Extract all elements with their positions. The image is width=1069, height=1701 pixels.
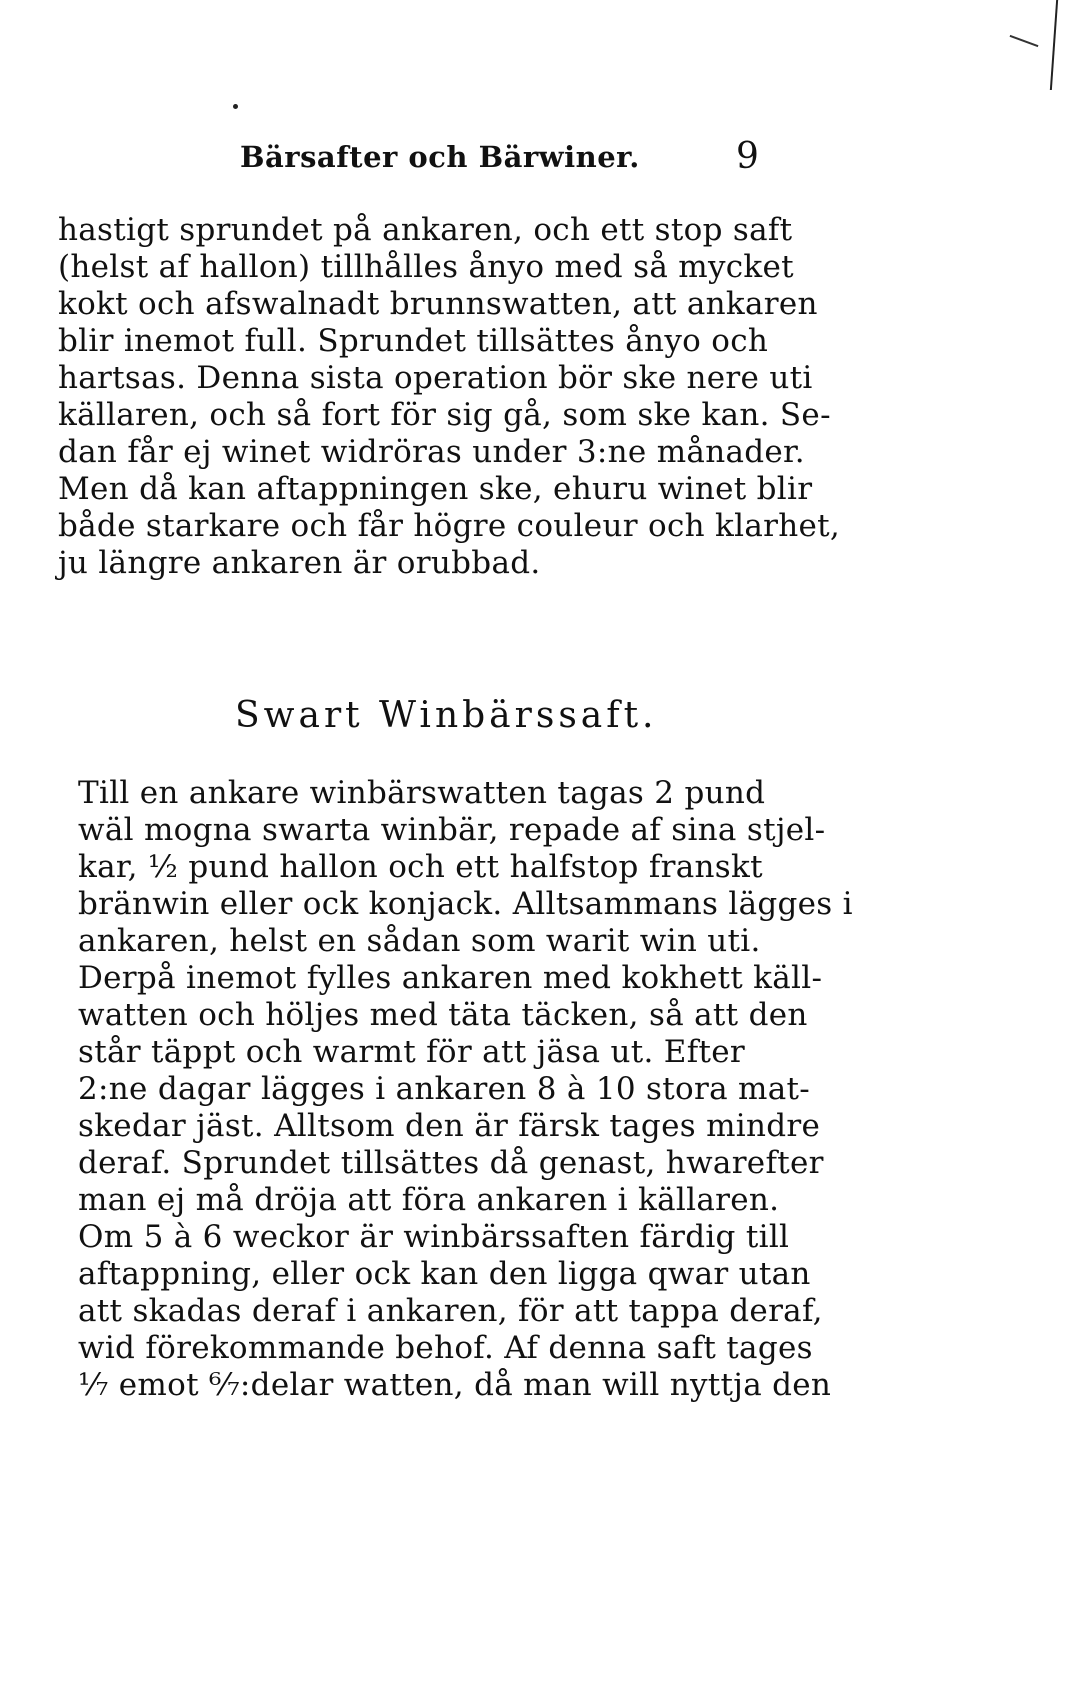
text-line: skedar jäst. Alltsom den är färsk tages mindre [78, 1108, 821, 1144]
paragraph-continued [58, 212, 840, 582]
text-line: både starkare och får högre couleur och klarhet, [58, 508, 841, 544]
text-line: man ej må dröja att föra ankaren i källaren. [78, 1182, 780, 1218]
text-line: hastigt sprundet på ankaren, och ett stop saft [58, 212, 793, 248]
text-line: (helst af hallon) tillhålles ånyo med så mycket [58, 249, 794, 285]
text-line: att skadas deraf i ankaren, för att tappa deraf, [78, 1293, 823, 1329]
page-number: 9 [736, 136, 759, 177]
text-line: ankaren, helst en sådan som warit win uti. [78, 923, 761, 959]
page-edge-mark [1050, 0, 1058, 90]
text-line: hartsas. Denna sista operation bör ske nere uti [58, 360, 813, 396]
text-line: dan får ej winet widröras under 3:ne månader. [58, 434, 805, 470]
text-line: Men då kan aftappningen ske, ehuru winet blir [58, 471, 813, 507]
page-edge-mark [1010, 35, 1039, 47]
text-line: blir inemot full. Sprundet tillsättes ånyo och [58, 323, 769, 359]
text-line: Om 5 à 6 weckor är winbärssaften färdig till [78, 1219, 790, 1255]
text-line: aftappning, eller ock kan den ligga qwar utan [78, 1256, 811, 1292]
text-line: wid förekommande behof. Af denna saft tages [78, 1330, 813, 1366]
text-line: Derpå inemot fylles ankaren med kokhett käll- [78, 960, 823, 996]
text-line: 2:ne dagar lägges i ankaren 8 à 10 stora mat- [78, 1071, 811, 1107]
text-line: ju längre ankaren är orubbad. [58, 545, 541, 581]
text-line: kokt och afswalnadt brunnswatten, att ankaren [58, 286, 818, 322]
text-line: bränwin eller ock konjack. Alltsammans lägges i [78, 886, 853, 922]
text-line: deraf. Sprundet tillsättes då genast, hwarefter [78, 1145, 824, 1181]
text-line: watten och höljes med täta täcken, så att den [78, 997, 808, 1033]
running-title: Bärsafter och Bärwiner. [240, 140, 640, 174]
ink-speck [233, 104, 238, 109]
text-line: kar, ½ pund hallon och ett halfstop franskt [78, 849, 763, 885]
text-line: står täppt och warmt för att jäsa ut. Efter [78, 1034, 746, 1070]
text-line: ⅟₇ emot ⁶⁄₇:delar watten, då man will nyttja den [78, 1367, 832, 1403]
section-heading: Swart Winbärssaft. [235, 695, 658, 736]
text-line: Till en ankare winbärswatten tagas 2 pund [78, 775, 766, 811]
recipe-paragraph [78, 775, 853, 1404]
text-line: wäl mogna swarta winbär, repade af sina stjel- [78, 812, 826, 848]
text-line: källaren, och så fort för sig gå, som ske kan. Se- [58, 397, 831, 433]
